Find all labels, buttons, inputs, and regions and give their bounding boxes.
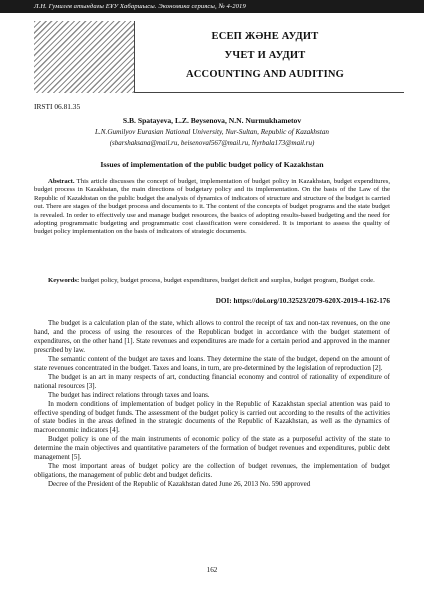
- keywords-text: budget policy, budget process, budget expenditures, budget deficit and surplus, budget program, Budget code.: [80, 277, 375, 284]
- section-title-english: ACCOUNTING AND AUDITING: [185, 69, 345, 80]
- section-title-kazakh: ЕСЕП ЖӘНЕ АУДИТ: [211, 31, 319, 42]
- paragraph: The budget is an art in many respects of art, conducting financial economy and control of rationality of expenditure of national resources [3].: [34, 372, 390, 390]
- keywords: [34, 277, 390, 285]
- section-banner: [34, 21, 404, 93]
- abstract: [34, 178, 390, 237]
- keywords-label: Keywords:: [48, 277, 80, 284]
- paragraph: The semantic content of the budget are taxes and loans. They determine the state of the budget, depend on the amount of state revenues concentrated in the budget. Taxes and loans, in turn, are pre-determined by the legislation of reproduction [2].: [34, 354, 390, 372]
- paragraph: In modern conditions of implementation of budget policy in the Republic of Kazakhstan special attention was paid to effective spending of budget funds. The assessment of the budget policy is carried out according to the results of the activities of state bodies in the areas defined in the strategic documents of the Republic of Kazakhstan, as well as the dynamics of macroeconomic indicators [4].: [34, 399, 390, 435]
- banner-stripes: [34, 21, 134, 93]
- paragraph: The budget has indirect relations through taxes and loans.: [48, 390, 210, 399]
- banner-rule: [134, 92, 404, 93]
- authors: S.B. Spatayeva, L.Z. Beysenova, N.N. Nurmukhametov: [122, 116, 302, 125]
- running-head: Л.Н. Гумилев атындағы ЕҰУ Хабаршысы. Экономика сериясы, № 4-2019: [0, 0, 424, 13]
- doi-link[interactable]: DOI: https://doi.org/10.32523/2079-620X-2019-4-162-176: [215, 297, 390, 305]
- abstract-text: This article discusses the concept of budget, implementation of budget policy in Kazakhstan, budget expenditures, budget process in Kazakhstan, the main directions of budgetary policy and its implementation. On the basis of the Law of the Republic of Kazakhstan on the public budget the analysis of dynamics of indicators of structure and structure of the budget is carried out. There are stages of the budget process and documents to it. The content of the concepts of budget programs and the state budget is revealed. In order to effectively use and manage budget resources, the basics of adopting results-based budgeting and the need for adopting programmatic budgeting and programmatic cost classification were considered. It is important to assess the quality of budget policy implementation on the basis of indicators of strategic documents.: [34, 178, 390, 236]
- paragraph: Decree of the President of the Republic of Kazakhstan dated June 26, 2013 No. 590 approved: [48, 480, 311, 489]
- affiliation: L.N.Gumilyov Eurasian National University, Nur-Sultan, Republic of Kazakhstan: [94, 128, 330, 136]
- abstract-label: Abstract.: [48, 178, 75, 185]
- page-number: 162: [206, 566, 218, 574]
- body-text: [34, 319, 390, 489]
- banner-box: [134, 21, 395, 93]
- irsti-code: IRSTI 06.81.35: [34, 102, 81, 111]
- paragraph: The budget is a calculation plan of the state, which allows to control the receipt of tax and non-tax revenues, on the one hand, and the process of using the resources of the Republican budget in accordance with the budget statement of expenditures, on the other hand [1]. State revenues and expenditures are made for a certain period and approved in the manner prescribed by law.: [34, 319, 390, 354]
- section-title-russian: УЧЕТ И АУДИТ: [224, 50, 306, 61]
- paragraph: The most important areas of budget policy are the collection of budget revenues, the implementation of budget obligations, the management of public debt and budget deficits.: [34, 462, 390, 480]
- paragraph: Budget policy is one of the main instruments of economic policy of the state as a purposeful activity of the state to determine the main objectives and quantitative parameters of the formation of budget revenues and expenditures, public debt management [5].: [34, 435, 390, 462]
- author-emails: (sbarshaksana@mail.ru, beisenoval567@mail.ru, Nyrbala173@mail.ru): [109, 139, 315, 147]
- paper-title: Issues of implementation of the public budget policy of Kazakhstan: [100, 160, 324, 169]
